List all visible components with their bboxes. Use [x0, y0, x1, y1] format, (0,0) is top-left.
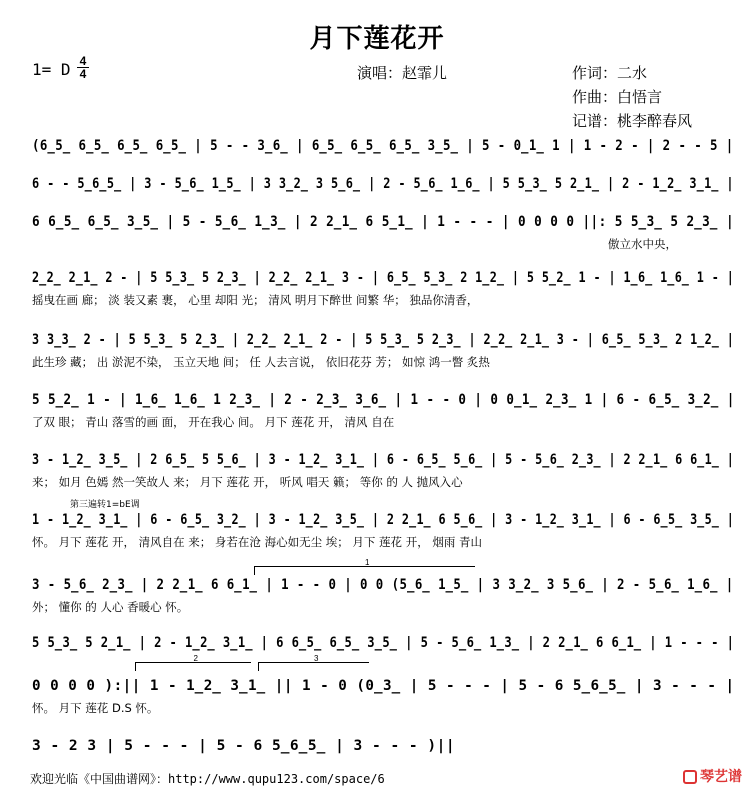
modulation-note: 第三遍转1=bE调	[70, 500, 140, 510]
lyric-line-5: 此生珍 藏； 出 淤泥不染， 玉立天地 间； 任 人去言说， 依旧花芬 芳； 如惊 鸿一瞥 炙热	[32, 355, 490, 369]
staff-line-9: 3 - 5̲6̲ 2̲3̲ | 2 2̲1̲ 6 6̲1̲ | 1 - - 0 | 0 0 (5̲6̲ 1̲5̲ | 3 3̲2̲ 3 5̲6̲ | 2 - 5̲6̲ 1̲6̲ |	[32, 577, 734, 593]
composer-credit: 作曲：白悟言	[572, 88, 663, 106]
key-signature: 1= D	[32, 60, 71, 79]
song-title: 月下莲花开	[309, 24, 445, 54]
lyric-line-9: 外； 懂你 的 人心 香暖心 怀。	[32, 600, 189, 614]
time-signature-bottom: 4	[79, 67, 87, 81]
lyric-line-8: 怀。 月下 莲花 开， 清风自在 来； 身若在沧 海心如无尘 埃； 月下 莲花 开， 烟雨 青山	[32, 535, 483, 549]
singer-credit: 演唱：赵霏儿	[357, 64, 448, 82]
lyric-line-7: 来； 如月 色嫣 然一笑故人 来； 月下 莲花 开， 听风 唱天 籁； 等你 的 人 抛风入心	[32, 475, 463, 489]
staff-line-11: 0 0 0 0 ):|| 1 - 1̲2̲ 3̲1̲ || 1 - 0 (0̲3̲ | 5 - - - | 5 - 6 5̲6̲5̲ | 3 - - - |	[32, 678, 735, 694]
staff-line-1: (6̲5̲ 6̲5̲ 6̲5̲ 6̲5̲ | 5 - - 3̲6̲ | 6̲5̲ 6̲5̲ 6̲5̲ 3̲5̲ | 5 - 0̲1̲ 1 | 1 - 2 - | 2 - - 5 |	[32, 138, 734, 154]
second-ending-bracket	[135, 654, 251, 671]
third-ending-number: 3	[314, 654, 319, 663]
lyric-line-4: 摇曳在画 廊； 淡 装又素 裹， 心里 却阳 光； 清风 明月下醉世 间繁 华； 独品你清香，	[32, 293, 479, 307]
lyricist-credit: 作词：二水	[572, 64, 648, 82]
third-ending-bracket	[258, 654, 369, 671]
staff-line-6: 5 5̲2̲ 1 - | 1̲6̲ 1̲6̲ 1 2̲3̲ | 2 - 2̲3̲ 3̲6̲ | 1 - - 0 | 0 0̲1̲ 2̲3̲ 1 | 6 - 6̲5̲ 3̲2̲ |	[32, 392, 735, 408]
first-ending-bracket	[254, 558, 475, 575]
first-ending-number: 1	[365, 558, 370, 567]
staff-line-7: 3 - 1̲2̲ 3̲5̲ | 2 6̲5̲ 5 5̲6̲ | 3 - 1̲2̲ 3̲1̲ | 6 - 6̲5̲ 5̲6̲ | 5 - 5̲6̲ 2̲3̲ | 2 2̲1̲ 6 6̲1̲ |	[32, 452, 735, 468]
footer-credit: 欢迎光临《中国曲谱网》：http://www.qupu123.com/space/6	[30, 772, 385, 786]
transcriber-credit: 记谱：桃李醉春风	[572, 112, 693, 130]
staff-line-2: 6 - - 5̲6̲5̲ | 3 - 5̲6̲ 1̲5̲ | 3 3̲2̲ 3 5̲6̲ | 2 - 5̲6̲ 1̲6̲ | 5 5̲3̲ 5 2̲1̲ | 2 - 1̲2̲ 3̲1̲ |	[32, 176, 735, 192]
site-logo	[683, 766, 742, 786]
staff-line-3: 6 6̲5̲ 6̲5̲ 3̲5̲ | 5 - 5̲6̲ 1̲3̲ | 2 2̲1̲ 6 5̲1̲ | 1 - - - | 0 0 0 0 ||: 5 5̲3̲ 5 2̲3̲ |	[32, 214, 735, 230]
staff-line-5: 3 3̲3̲ 2 - | 5 5̲3̲ 5 2̲3̲ | 2̲2̲ 2̲1̲ 2 - | 5 5̲3̲ 5 2̲3̲ | 2̲2̲ 2̲1̲ 3 - | 6̲5̲ 5̲3̲ 2 1̲2̲ |	[32, 332, 735, 348]
lyric-line-3: 傲立水中央，	[608, 237, 677, 251]
lyric-line-11: 怀。 月下 莲花 D.S 怀。	[32, 701, 159, 715]
logo-text: 琴艺谱	[700, 769, 742, 785]
staff-line-10: 5 5̲3̲ 5 2̲1̲ | 2 - 1̲2̲ 3̲1̲ | 6 6̲5̲ 6̲5̲ 3̲5̲ | 5 - 5̲6̲ 1̲3̲ | 2 2̲1̲ 6 6̲1̲ | 1 - - - |	[32, 635, 735, 651]
time-signature	[76, 55, 90, 80]
staff-line-8: 1 - 1̲2̲ 3̲1̲ | 6 - 6̲5̲ 3̲2̲ | 3 - 1̲2̲ 3̲5̲ | 2 2̲1̲ 6 5̲6̲ | 3 - 1̲2̲ 3̲1̲ | 6 - 6̲5̲ 3̲5̲ |	[32, 512, 735, 528]
staff-line-12: 3 - 2 3 | 5 - - - | 5 - 6 5̲6̲5̲ | 3 - - - )||	[32, 738, 456, 754]
second-ending-number: 2	[193, 654, 198, 663]
logo-icon	[683, 770, 697, 784]
staff-line-4: 2̲2̲ 2̲1̲ 2 - | 5 5̲3̲ 5 2̲3̲ | 2̲2̲ 2̲1̲ 3 - | 6̲5̲ 5̲3̲ 2 1̲2̲ | 5 5̲2̲ 1 - | 1̲6̲ 1̲6̲ 1 - |	[32, 270, 735, 286]
time-signature-top: 4	[79, 54, 87, 68]
lyric-line-6: 了双 眼； 青山 落雪的画 面， 开在我心 间。 月下 莲花 开， 清风 自在	[32, 415, 395, 429]
